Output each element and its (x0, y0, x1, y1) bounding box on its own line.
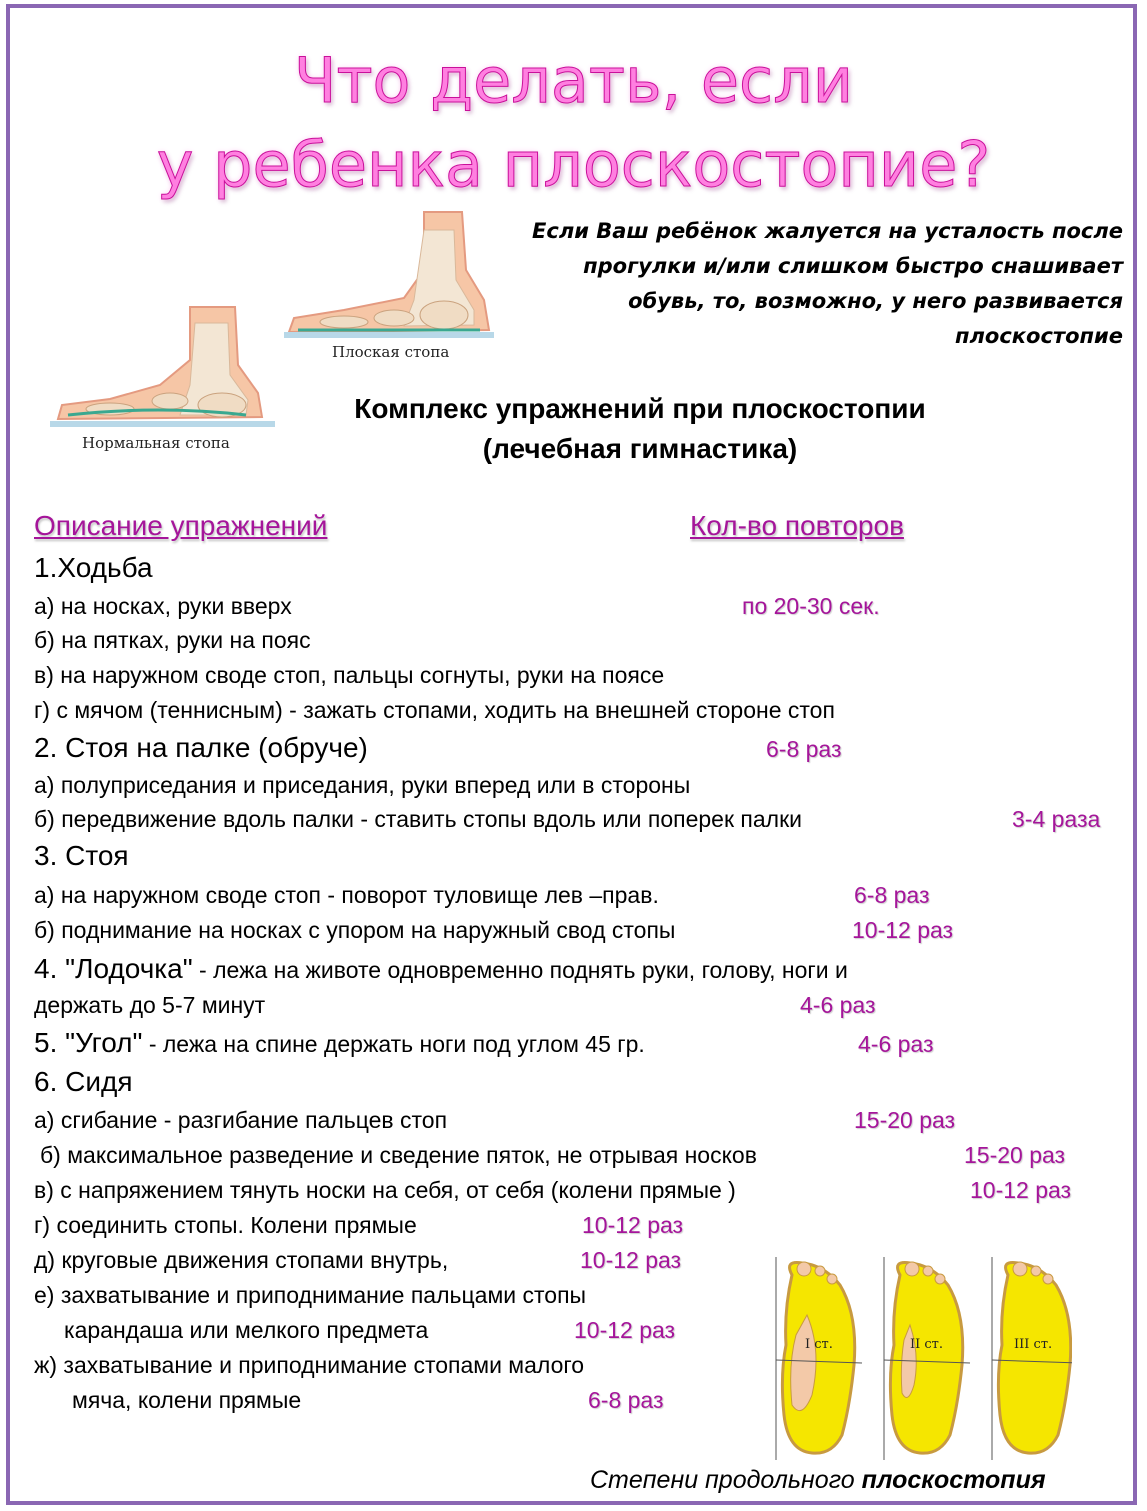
exercise-title: 4. "Лодочка" (34, 953, 193, 984)
exercise-desc: - лежа на спине держать ноги под углом 45 гр. (142, 1031, 645, 1057)
exercise-line: б) максимальное разведение и сведение пяток, не отрывая носков (40, 1142, 757, 1168)
exercise-line: в) на наружном своде стоп, пальцы согнуты, руки на поясе (34, 662, 665, 688)
intro-line: Если Ваш ребёнок жалуется на усталость после (532, 219, 1123, 243)
exercise-line: карандаша или мелкого предмета (64, 1317, 429, 1343)
exercise-line: мяча, колени прямые (72, 1387, 302, 1413)
exercise-line: а) полуприседания и приседания, руки вперед или в стороны (34, 772, 691, 798)
reps-header: Кол-во повторов (690, 510, 904, 541)
footprint-degree-1 (776, 1257, 862, 1460)
intro-line: обувь, то, возможно, у него развивается (628, 289, 1123, 313)
exercise-line: 6. Сидя (34, 1066, 133, 1097)
exercise-line: 3. Стоя (34, 840, 129, 871)
exercise-line (34, 1027, 645, 1059)
exercise-reps: 6-8 раз (854, 882, 930, 908)
exercise-line: б) поднимание на носках с упором на наружный свод стопы (34, 917, 676, 943)
footprint-degree-3 (992, 1257, 1072, 1460)
exercise-reps: 10-12 раз (582, 1212, 684, 1238)
exercise-reps: 10-12 раз (852, 917, 954, 943)
exercise-line: а) на носках, руки вверх (34, 593, 292, 619)
title-line-1: Что делать, если (293, 44, 854, 117)
exercise-reps: 4-6 раз (858, 1031, 934, 1057)
exercise-line: в) с напряжением тянуть носки на себя, от себя (колени прямые ) (34, 1177, 736, 1203)
exercise-reps: 4-6 раз (800, 992, 876, 1018)
exercise-reps: 15-20 раз (854, 1107, 956, 1133)
exercise-reps: 10-12 раз (580, 1247, 682, 1273)
degree-label-1: I ст. (805, 1337, 833, 1352)
exercise-reps: по 20-30 сек. (742, 593, 880, 619)
exercise-line: б) на пятках, руки на пояс (34, 627, 311, 653)
exercise-line: е) захватывание и приподнимание пальцами стопы (34, 1282, 587, 1308)
exercise-line (34, 953, 848, 985)
exercise-reps: 6-8 раз (766, 736, 842, 762)
exercise-line: ж) захватывание и приподнимание стопами малого (34, 1352, 585, 1378)
exercise-reps: 6-8 раз (588, 1387, 664, 1413)
intro-line: плоскостопие (955, 324, 1123, 348)
complex-heading-line-2: (лечебная гимнастика) (482, 433, 798, 464)
exercise-line: 2. Стоя на палке (обруче) (34, 732, 368, 763)
footer-bold: плоскостопия (861, 1466, 1046, 1494)
exercise-reps: 3-4 раза (1012, 806, 1101, 832)
exercise-reps: 10-12 раз (574, 1317, 676, 1343)
exercise-line: б) передвижение вдоль палки - ставить стопы вдоль или поперек палки (34, 806, 802, 832)
exercise-line: держать до 5-7 минут (34, 992, 266, 1018)
description-header: Описание упражнений (34, 510, 328, 541)
exercise-line: 1.Ходьба (34, 552, 153, 583)
footer-plain: Степени продольного (590, 1466, 862, 1494)
normal-foot-illustration (50, 305, 275, 435)
degree-label-3: III ст. (1014, 1337, 1053, 1352)
normal-foot-caption: Нормальная стопа (82, 434, 230, 452)
footer-caption (590, 1466, 1046, 1495)
intro-line: прогулки и/или слишком быстро снашивает (583, 254, 1123, 278)
exercise-reps: 15-20 раз (964, 1142, 1066, 1168)
exercise-title: 5. "Угол" (34, 1027, 143, 1058)
exercise-line: а) на наружном своде стоп - поворот туловище лев –прав. (34, 882, 659, 908)
flat-foot-caption: Плоская стопа (332, 343, 450, 361)
exercise-reps: 10-12 раз (970, 1177, 1072, 1203)
complex-heading-line-1: Комплекс упражнений при плоскостопии (354, 393, 926, 424)
complex-heading (270, 389, 1010, 469)
exercise-line: г) с мячом (теннисным) - зажать стопами, ходить на внешней стороне стоп (34, 697, 835, 723)
exercise-line: д) круговые движения стопами внутрь, (34, 1247, 449, 1273)
exercise-line: г) соединить стопы. Колени прямые (34, 1212, 417, 1238)
exercise-line: а) сгибание - разгибание пальцев стоп (34, 1107, 448, 1133)
exercise-desc: - лежа на животе одновременно поднять руки, голову, ноги и (192, 957, 848, 983)
intro-paragraph (463, 214, 1123, 354)
degree-label-2: II ст. (910, 1337, 944, 1352)
flatfoot-degrees-illustration (762, 1255, 1072, 1460)
title-line-2: у ребенка плоскостопие? (156, 128, 991, 201)
footprint-degree-2 (884, 1257, 970, 1460)
